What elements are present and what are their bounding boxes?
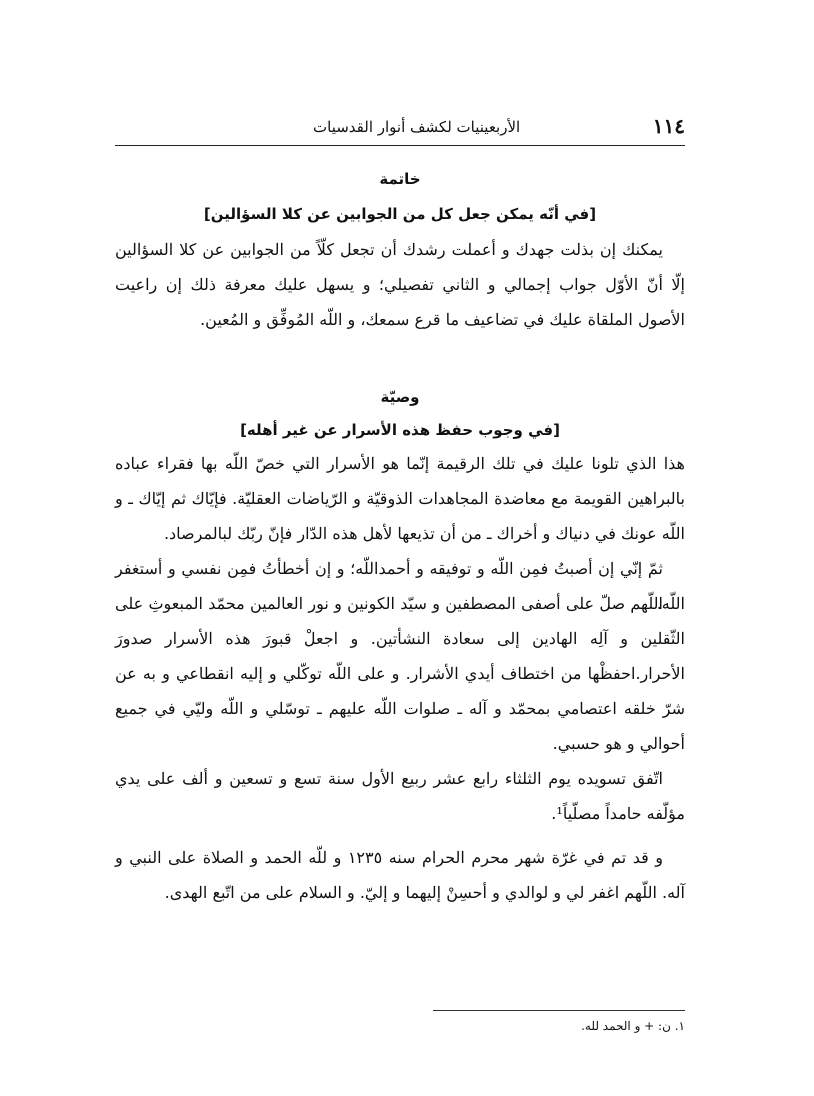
header-divider: [115, 145, 685, 146]
footnote: ١. ن: + و الحمد لله.: [581, 1019, 685, 1033]
paragraph-wasiyya-1: هذا الذي تلونا عليك في تلك الرقيمة إنّما هو الأسرار التي خصّ اللّه بها فقراء عباده بالبراهين القويمة مع معاضدة المجاهدات الذوقيّة و الرّياضات العقليّة. فإيّاك ثم إيّاك ـ و اللّه عونك في دنياك و أخراك ـ من أن تذيعها لأهل هذه الدّار فإنّ ربّك لبالمرصاد.: [115, 454, 685, 543]
running-title: الأربعينيات لكشف أنوار القدسيات: [313, 118, 521, 136]
paragraph-wasiyya-5: و قد تم في غرّة شهر محرم الحرام سنه ١٢٣٥ و للّه الحمد و الصلاة على النبي و آله. اللّهم اغفر لي و لوالدي و أحسِنْ إليهما و إليّ. و السلام على من اتّبع الهدى.: [115, 848, 685, 902]
paragraph-wasiyya-4: اتّفق تسويده يوم الثلثاء رابع عشر ربيع الأول سنة تسع و تسعين و ألف على يدي مؤلّفه حامداً مصلّياً¹.: [115, 769, 685, 823]
section-subtitle-khatima: [في أنّه يمكن جعل كل من الجوابين عن كلا السؤالين]: [203, 205, 597, 223]
section-title-khatima: خاتمة: [379, 170, 421, 188]
paragraph-wasiyya-2: ثمّ إنّي إن أصبتُ فمِن اللّه و توفيقه و أحمداللّه؛ و إن أخطأتُ فمِن نفسي و أستغفر اللّه.: [115, 559, 685, 613]
book-page: [115, 0, 685, 1096]
page-header: [115, 112, 685, 144]
paragraph-wasiyya-3: اللّهم صلّ على أصفى المصطفين و سيّد الكونين و نور العالمين محمّد المبعوثِ على الثّقلين و آلِه الهادين إلى سعادة النشأتين. و اجعلْ قبورَ هذه الأسرار صدورَ الأحرار.احفظْها من اختطاف أيدي الأشرار. و على اللّه توكّلي و إليه انقطاعي و به عن شرّ خلقه اعتصامي بمحمّد و آله ـ صلوات اللّه عليهم ـ توسّلي و اللّه وليّي في جميع أحوالي و هو حسبي.: [115, 594, 685, 753]
section-title-wasiyya: وصيّة: [380, 388, 420, 406]
page-number: ١١٤: [652, 114, 685, 138]
section-subtitle-wasiyya: [في وجوب حفظ هذه الأسرار عن غير أهله]: [240, 421, 560, 439]
footnote-divider: [433, 1010, 685, 1011]
paragraph-khatima: يمكنك إن بذلت جهدك و أعملت رشدك أن تجعل كلّاً من الجوابين عن كلا السؤالين إلّا أنّ الأوّل جواب إجمالي و الثاني تفصيلي؛ و يسهل عليك معرفة ذلك إن راعيت الأصول الملقاة عليك في تضاعيف ما قرع سمعك، و اللّه المُوفِّق و المُعين.: [115, 240, 685, 329]
